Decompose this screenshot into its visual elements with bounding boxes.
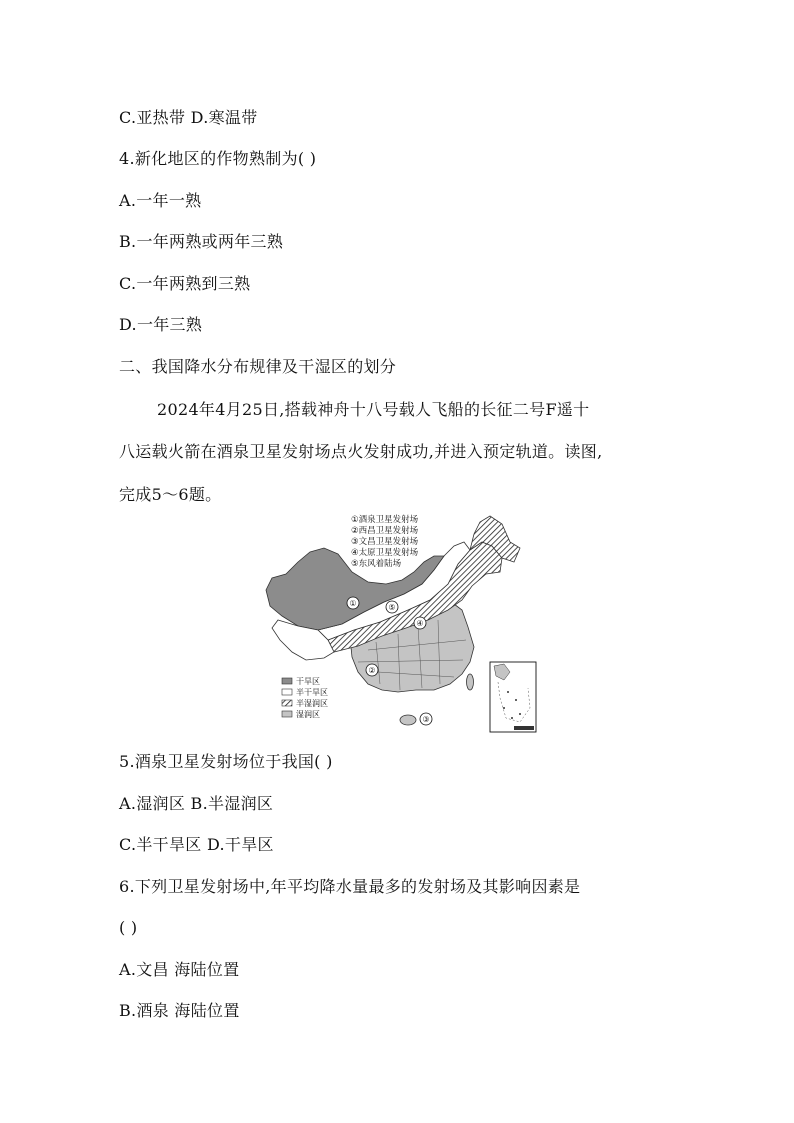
marker-jiuquan: ① bbox=[349, 599, 357, 608]
question-4-option-a: A.一年一熟 bbox=[119, 191, 202, 210]
marker-taiyuan: ④ bbox=[416, 619, 424, 628]
site-list-2: ②西昌卫星发射场 bbox=[351, 526, 419, 536]
marker-dongfeng: ⑤ bbox=[388, 603, 396, 612]
question-4-option-b: B.一年两熟或两年三熟 bbox=[119, 232, 284, 251]
section-heading: 二、我国降水分布规律及干湿区的划分 bbox=[119, 357, 397, 376]
marker-xichang: ② bbox=[368, 666, 376, 675]
passage-line-3: 完成5～6题。 bbox=[119, 485, 222, 504]
legend-arid: 干旱区 bbox=[296, 677, 320, 686]
question-4-option-c: C.一年两熟到三熟 bbox=[119, 274, 251, 293]
legend-humid: 湿润区 bbox=[296, 710, 320, 719]
question-5-options-cd: C.半干旱区 D.干旱区 bbox=[119, 835, 274, 854]
legend-semi-humid: 半湿润区 bbox=[296, 699, 328, 708]
question-6-option-a: A.文昌 海陆位置 bbox=[119, 960, 240, 979]
site-list-3: ③文昌卫星发射场 bbox=[351, 537, 419, 547]
question-option-c-d: C.亚热带 D.寒温带 bbox=[119, 108, 258, 127]
question-6-option-b: B.酒泉 海陆位置 bbox=[119, 1001, 240, 1020]
marker-wenchang: ③ bbox=[422, 715, 430, 724]
question-4-option-d: D.一年三熟 bbox=[119, 315, 203, 334]
map-figure bbox=[258, 512, 540, 736]
site-list-4: ④太原卫星发射场 bbox=[351, 548, 419, 558]
south-china-sea-inset bbox=[490, 662, 536, 732]
question-4-stem: 4.新化地区的作物熟制为( ) bbox=[119, 149, 317, 168]
taiwan-island bbox=[467, 674, 474, 690]
hainan-island bbox=[400, 715, 416, 725]
question-5-options-ab: A.湿润区 B.半湿润区 bbox=[119, 794, 274, 813]
passage-line-2: 八运载火箭在酒泉卫星发射场点火发射成功,并进入预定轨道。读图, bbox=[119, 442, 603, 461]
site-list-5: ⑤东风着陆场 bbox=[351, 559, 402, 569]
legend-semi-arid: 半干旱区 bbox=[296, 688, 328, 697]
map-legend bbox=[282, 677, 328, 719]
china-dry-wet-map bbox=[258, 512, 540, 736]
site-list-1: ①酒泉卫星发射场 bbox=[351, 515, 419, 525]
question-6-blank: ( ) bbox=[119, 918, 138, 937]
question-5-stem: 5.酒泉卫星发射场位于我国( ) bbox=[119, 752, 333, 771]
question-6-stem: 6.下列卫星发射场中,年平均降水量最多的发射场及其影响因素是 bbox=[119, 877, 581, 896]
passage-line-1: 2024年4月25日,搭载神舟十八号载人飞船的长征二号F遥十 bbox=[157, 400, 590, 419]
